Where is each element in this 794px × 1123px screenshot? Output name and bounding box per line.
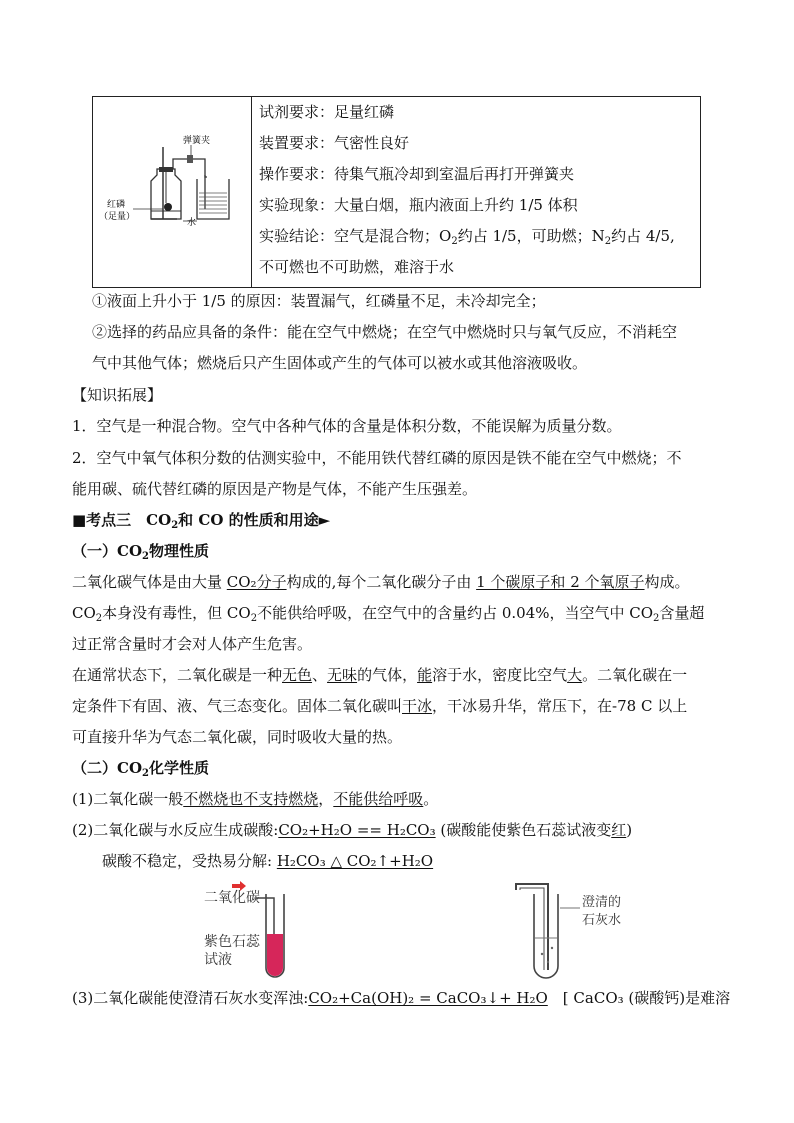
water-label: 水 [187,218,197,228]
limewater-label-1: 澄清的 [582,895,622,910]
states-para-line-3: 可直接升华为气态二氧化碳，同时吸收大量的热。 [72,728,403,746]
limewater-label-2: 石灰水 [582,913,622,928]
table-row: 操作要求：待集气瓶冷却到室温后再打开弹簧夹 [259,165,575,183]
knowledge-item-1: 1．空气是一种混合物。空气中各种气体的含量是体积分数，不能误解为质量分数。 [72,417,622,435]
limewater-test-figure [508,880,628,980]
physical-para-line-2: $CO_2$本身没有毒性，但 $CO_2$不能供给呼吸，在空气中的含量约占 0.04%，当空气中 $CO_2$含量超 [72,604,705,624]
subsection-chemical-heading: （二）$CO_2$化学性质 [72,759,209,779]
knowledge-item-2-line-2: 能用碳、硫代替红磷的原因是产物是气体，不能产生压强差。 [72,480,478,498]
litmus-label-2: 试液 [204,952,232,968]
states-para-line-2: 定条件下有固、液、气三态变化。固体二氧化碳叫干冰，干冰易升华，常压下，在-78 C 以上 [72,697,688,715]
litmus-label-1: 紫色石蕊 [204,934,260,950]
note-2-line-2: 气中其他气体；燃烧后只产生固体或产生的气体可以被水或其他溶液吸收。 [92,354,588,372]
knowledge-heading: 【知识拓展】 [72,386,163,404]
table-row: 装置要求：气密性良好 [259,134,410,152]
apparatus-figure-cell [93,97,252,288]
chem-property-3: (3)二氧化碳能使澄清石灰水变浑浊:CO₂+Ca(OH)₂ = CaCO₃↓+ H₂O [ CaCO₃ (碳酸钙)是难溶 [72,989,731,1007]
table-row: 实验现象：大量白烟，瓶内液面上升约 1/5 体积 [259,196,578,214]
subsection-physical-heading: （一）$CO_2$物理性质 [72,542,209,562]
experiment-table [92,96,701,288]
physical-para-line-1: 二氧化碳气体是由大量 CO₂分子构成的,每个二氧化碳分子由 1 个碳原子和 2 个氧原子构成。 [72,573,690,591]
table-row: 试剂要求：足量红磷 [259,103,395,121]
table-row-conclusion: 实验结论：空气是混合物；$O_2$约占 1/5，可助燃；$N_2$约占 4/5, [259,227,675,247]
chem-property-2-decompose: 碳酸不稳定，受热易分解: H₂CO₃ △ CO₂↑+H₂O [102,852,434,870]
co2-label: 二氧化碳 [204,890,260,906]
requirements-cell [252,97,701,288]
chem-property-2: (2)二氧化碳与水反应生成碳酸:CO₂+H₂O == H₂CO₃ (碳酸能使紫色石蕊试液变红) [72,821,633,839]
chem-property-1: (1)二氧化碳一般不燃烧也不支持燃烧，不能供给呼吸。 [72,790,439,808]
states-para-line-1: 在通常状态下，二氧化碳是一种无色、无味的气体，能溶于水，密度比空气大。二氧化碳在一 [72,666,688,684]
phosphorus-apparatus-figure [93,97,251,283]
amount-label: （足量） [99,212,136,222]
clamp-label: 弹簧夹 [183,136,211,146]
note-2-line-1: ②选择的药品应具备的条件：能在空气中燃烧；在空气中燃烧时只与氧气反应，不消耗空 [92,323,678,341]
phosphorus-label: 红磷 [107,200,126,210]
note-1: ①液面上升小于 1/5 的原因：装置漏气，红磷量不足，未冷却完全； [92,292,546,310]
table-row: 不可燃也不可助燃，难溶于水 [259,258,455,276]
litmus-test-figure [196,880,306,980]
physical-para-line-3: 过正常含量时才会对人体产生危害。 [72,635,313,653]
section-3-heading: ■考点三 $CO_2$和 CO 的性质和用途► [72,511,331,531]
knowledge-item-2-line-1: 2．空气中氧气体积分数的估测实验中，不能用铁代替红磷的原因是铁不能在空气中燃烧；不 [72,449,682,467]
